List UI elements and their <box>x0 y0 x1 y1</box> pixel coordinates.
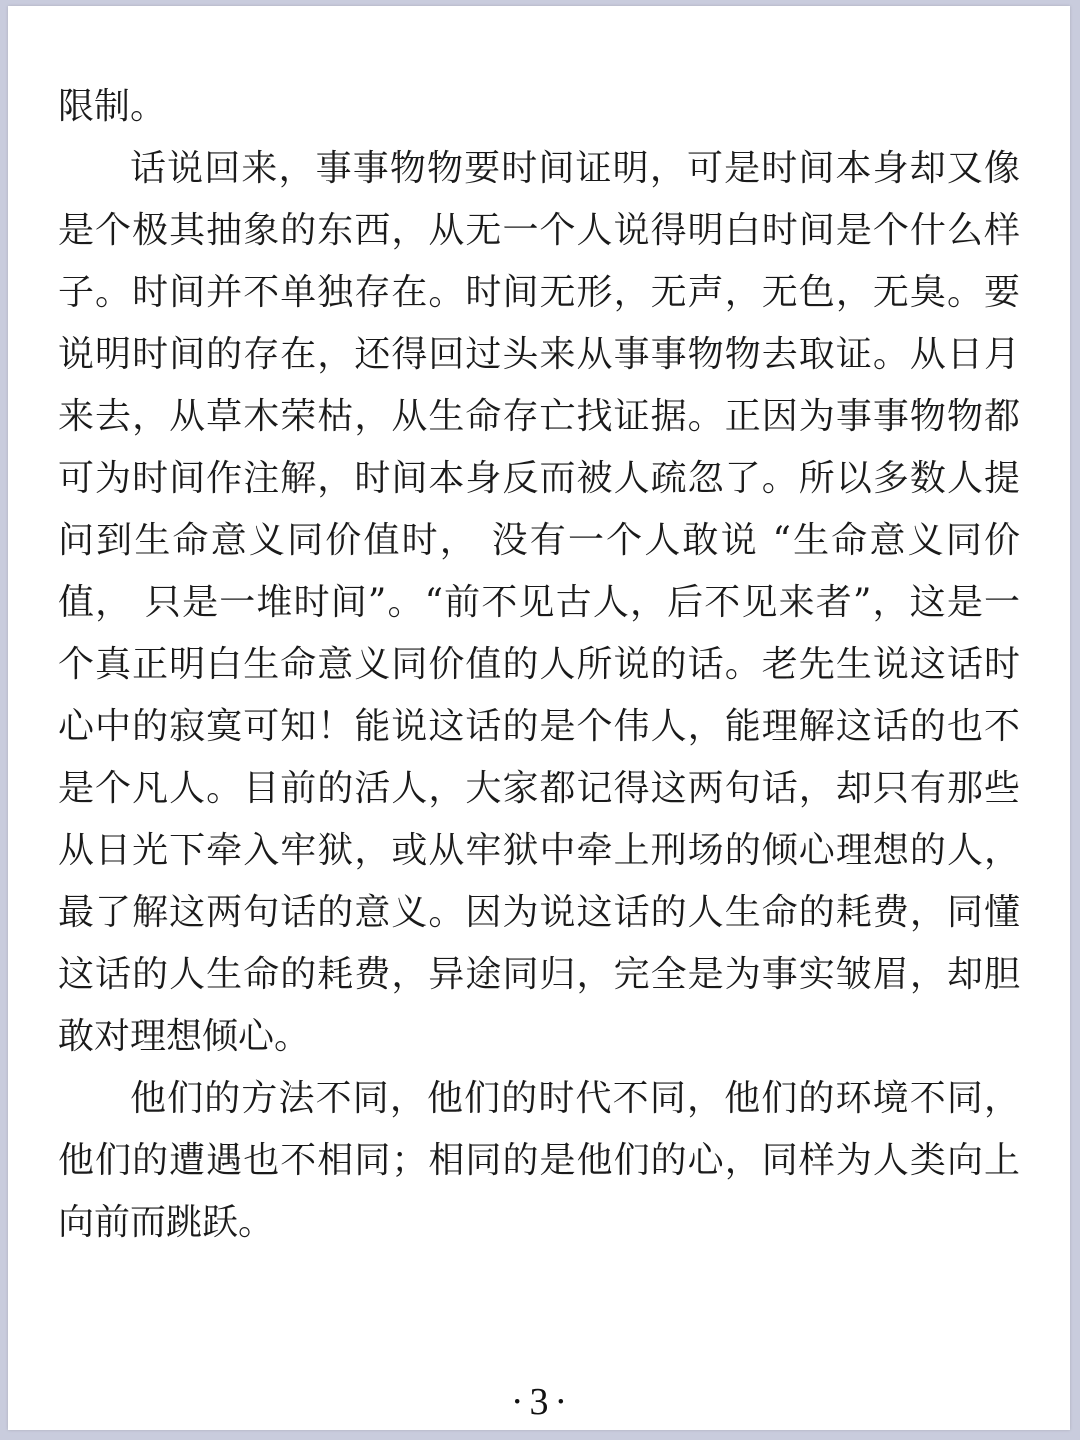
paragraph-time: 话说回来，事事物物要时间证明，可是时间本身却又像是个极其抽象的东西，从无一个人说得明白时间是个什么样子。时间并不单独存在。时间无形，无声，无色，无臭。要说明时间的存在，还得回过头来从事事物物去取证。从日月来去，从草木荣枯，从生命存亡找证据。正因为事事物物都可为时间作注解，时间本身反而被人疏忽了。所以多数人提问到生命意义同价值时， 没有一个人敢说 “生命意义同价值， 只是一堆时间”。“前不见古人，后不见来者”，这是一个真正明白生命意义同价值的人所说的话。老先生说这话时心中的寂寞可知！能说这话的是个伟人，能理解这话的也不是个凡人。目前的活人，大家都记得这两句话，却只有那些从日光下牵入牢狱，或从牢狱中牵上刑场的倾心理想的人，最了解这两句话的意义。因为说这话的人生命的耗费，同懂这话的人生命的耗费，异途同归，完全是为事实皱眉，却胆敢对理想倾心。 <box>58 148 1020 1057</box>
page-number-right-dot: · <box>554 1381 568 1423</box>
paragraph-continuation: 限制。 <box>58 86 167 127</box>
document-page <box>8 6 1070 1430</box>
page-number-left-dot: · <box>510 1381 524 1423</box>
page-number: 3 <box>529 1381 549 1423</box>
body-text <box>58 76 1020 1254</box>
paragraph-conclusion: 他们的方法不同，他们的时代不同，他们的环境不同，他们的遭遇也不相同；相同的是他们的心，同样为人类向上向前而跳跃。 <box>58 1078 1020 1243</box>
page-number-footer <box>8 1382 1070 1422</box>
